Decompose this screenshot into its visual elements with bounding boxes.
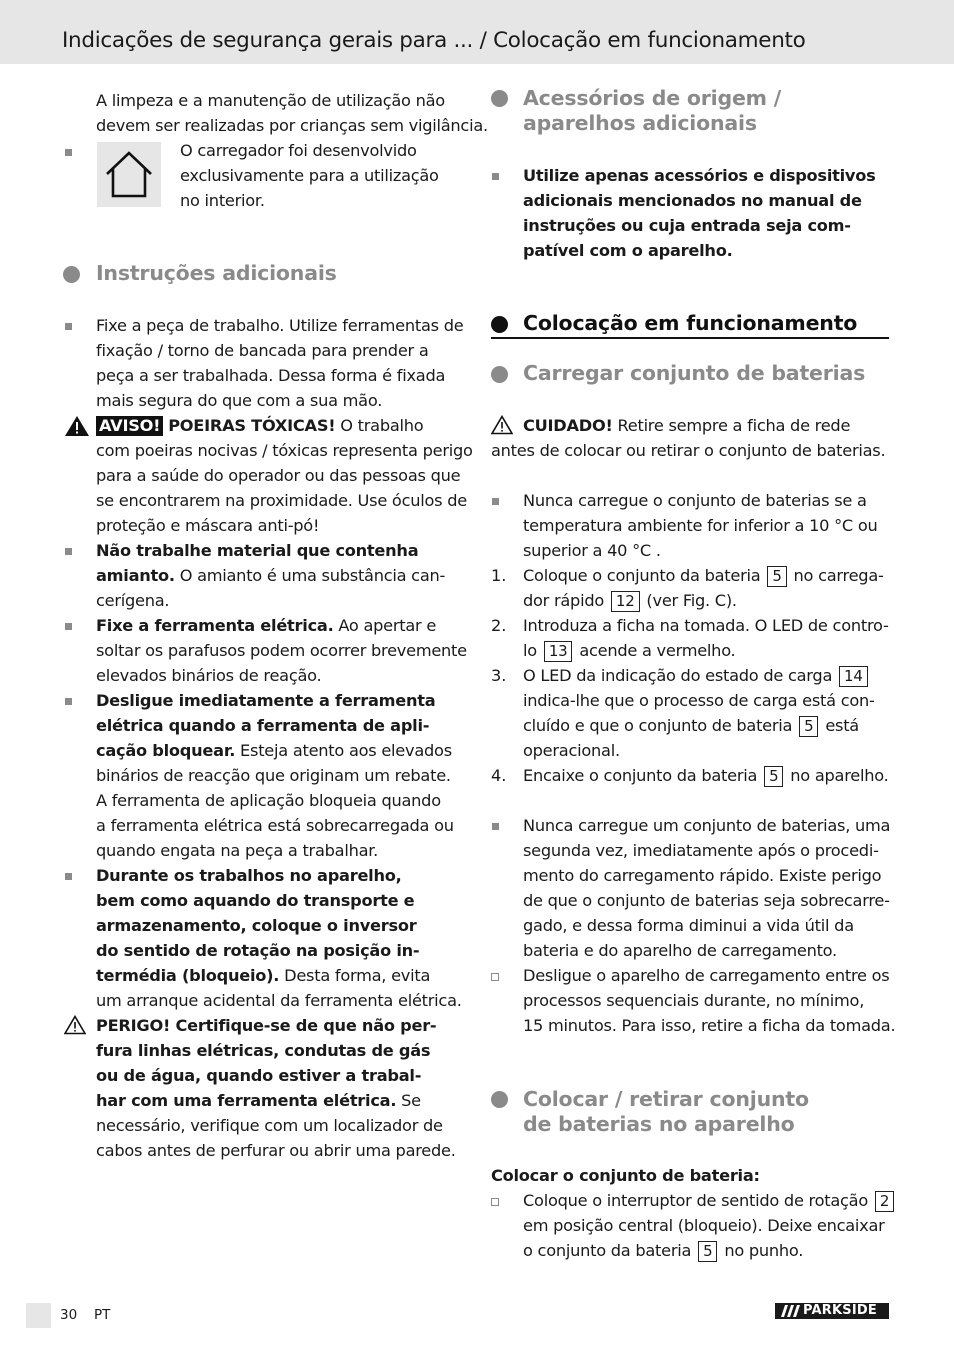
- step4-line-1: [523, 763, 889, 788]
- twice-line-5: gado, e dessa forma diminui a vida útil da: [523, 916, 854, 935]
- aviso-line-5: proteção e máscara anti-pó!: [96, 516, 320, 535]
- switchoff-line-4: binários de reacção que originam um rebate.: [96, 766, 451, 785]
- step-text: cluído e que o conjunto de bateria: [523, 716, 793, 735]
- aviso-line-2: com poeiras nocivas / tóxicas representa perigo: [96, 441, 473, 460]
- bullet-square: [65, 323, 72, 330]
- bullet-square: [65, 623, 72, 630]
- page-language: PT: [94, 1307, 111, 1323]
- step3-line-4: operacional.: [523, 741, 620, 760]
- heading-accessories-2: aparelhos adicionais: [523, 111, 757, 135]
- heading-insert-2: de baterias no aparelho: [523, 1112, 795, 1136]
- fix-line-3: peça a ser trabalhada. Dessa forma é fixada: [96, 366, 446, 385]
- step-number: 3.: [491, 666, 507, 685]
- fixtool-line-2: soltar os parafusos podem ocorrer brevemente: [96, 641, 467, 660]
- step3-line-2: indica-lhe que o processo de carga está con-: [523, 691, 875, 710]
- switchoff-line-3: [96, 738, 452, 763]
- ref-box: 5: [767, 566, 786, 587]
- step-text: o conjunto da bateria: [523, 1241, 692, 1260]
- parkside-logo: [775, 1303, 889, 1319]
- page-header: [0, 0, 954, 64]
- asbestos-rest: O amianto é uma substância can-: [174, 566, 446, 585]
- asbestos-line-3: cerígena.: [96, 591, 170, 610]
- warning-outline-icon: [491, 415, 513, 439]
- warning-outline-icon: [64, 1015, 86, 1039]
- switchoff-line-7: quando engata na peça a trabalhar.: [96, 841, 379, 860]
- cuidado-line-1: [523, 413, 850, 438]
- step-text: (ver Fig. C).: [646, 591, 737, 610]
- heading-insert-1: Colocar / retirar conjunto: [523, 1087, 809, 1111]
- aviso-line-1: [96, 413, 423, 438]
- step3-line-1: [523, 663, 870, 688]
- step-text: Coloque o interruptor de sentido de rotação: [523, 1191, 868, 1210]
- perigo-line-5: necessário, verifique com um localizador de: [96, 1116, 443, 1135]
- switchoff-line-1: Desligue imediatamente a ferramenta: [96, 691, 436, 710]
- fixtool-line-3: elevados binários de reação.: [96, 666, 322, 685]
- disconnect-line-3: 15 minutos. Para isso, retire a ficha da tomada.: [523, 1016, 896, 1035]
- disconnect-line-2: processos sequenciais durante, no mínimo,: [523, 991, 865, 1010]
- warning-filled-icon: [64, 415, 90, 441]
- twice-line-6: bateria e do aparelho de carregamento.: [523, 941, 837, 960]
- perigo-rest: Se: [396, 1091, 421, 1110]
- ref-box: 5: [799, 716, 818, 737]
- ref-box: 2: [875, 1191, 894, 1212]
- bullet-square: [492, 498, 499, 505]
- step-number: 2.: [491, 616, 507, 635]
- step3-line-3: [523, 713, 859, 738]
- ref-box: 13: [544, 641, 573, 662]
- never-line-1: Nunca carregue o conjunto de baterias se a: [523, 491, 867, 510]
- during-bold: termédia (bloqueio).: [96, 966, 280, 985]
- heading-dot: [491, 316, 508, 333]
- bullet-square: [65, 548, 72, 555]
- bullet-square: [65, 149, 72, 156]
- during-line-1: Durante os trabalhos no aparelho,: [96, 866, 402, 885]
- fixtool-line-1: [96, 613, 436, 638]
- during-line-4: do sentido de rotação na posição in-: [96, 941, 420, 960]
- step-text: no aparelho.: [790, 766, 889, 785]
- cuidado-line-2: antes de colocar ou retirar o conjunto de baterias.: [491, 441, 886, 460]
- perigo-line-3: ou de água, quando estiver a trabal-: [96, 1066, 422, 1085]
- cuidado-bold: CUIDADO!: [523, 416, 613, 435]
- indoor-line-3: no interior.: [180, 191, 265, 210]
- step-text: está: [825, 716, 859, 735]
- step-text: Coloque o conjunto da bateria: [523, 566, 761, 585]
- ref-box: 14: [839, 666, 868, 687]
- step-text: O LED da indicação do estado de carga: [523, 666, 833, 685]
- switchoff-line-6: a ferramenta elétrica está sobrecarregada ou: [96, 816, 454, 835]
- twice-line-1: Nunca carregue um conjunto de baterias, uma: [523, 816, 891, 835]
- brand-text: PARKSIDE: [803, 1303, 877, 1318]
- heading-charge: Carregar conjunto de baterias: [523, 361, 866, 385]
- acc-line-3: instruções ou cuja entrada seja com-: [523, 216, 851, 235]
- perigo-line-1: PERIGO! Certifique-se de que não per-: [96, 1016, 437, 1035]
- heading-dot: [491, 1091, 508, 1108]
- step2-line-2: [523, 638, 735, 663]
- during-line-6: um arranque acidental da ferramenta elétrica.: [96, 991, 462, 1010]
- twice-line-2: segunda vez, imediatamente após o procedi-: [523, 841, 879, 860]
- during-line-5: [96, 963, 430, 988]
- fix-line-2: fixação / torno de bancada para prender a: [96, 341, 429, 360]
- insert-label: Colocar o conjunto de bateria:: [491, 1166, 760, 1185]
- switchoff-rest: Esteja atento aos elevados: [235, 741, 452, 760]
- bullet-square: [65, 698, 72, 705]
- insert-line-2: em posição central (bloqueio). Deixe encaixar: [523, 1216, 885, 1235]
- fixtool-rest: Ao apertar e: [333, 616, 437, 635]
- cleaning-line-2: devem ser realizadas por crianças sem vigilância.: [96, 116, 488, 135]
- fix-line-1: Fixe a peça de trabalho. Utilize ferramentas de: [96, 316, 464, 335]
- heading-dot: [63, 266, 80, 283]
- asbestos-line-1: Não trabalhe material que contenha: [96, 541, 419, 560]
- step-text: lo: [523, 641, 537, 660]
- twice-line-3: mento do carregamento rápido. Existe perigo: [523, 866, 882, 885]
- indoor-line-2: exclusivamente para a utilização: [180, 166, 439, 185]
- bullet-open-square: [491, 973, 499, 981]
- ref-box: 12: [611, 591, 640, 612]
- asbestos-line-2: [96, 563, 445, 588]
- page-title: Indicações de segurança gerais para ... / Colocação em funcionamento: [62, 28, 806, 53]
- step-text: acende a vermelho.: [579, 641, 736, 660]
- bullet-square: [492, 173, 499, 180]
- heading-dot: [491, 90, 508, 107]
- step-text: no punho.: [724, 1241, 804, 1260]
- perigo-line-2: fura linhas elétricas, condutas de gás: [96, 1041, 431, 1060]
- insert-line-1: [523, 1188, 896, 1213]
- during-line-3: armazenamento, coloque o inversor: [96, 916, 417, 935]
- heading-instructions: Instruções adicionais: [96, 261, 337, 285]
- twice-line-4: de que o conjunto de baterias seja sobrecarre-: [523, 891, 890, 910]
- acc-line-1: Utilize apenas acessórios e dispositivos: [523, 166, 876, 185]
- heading-operation: Colocação em funcionamento: [523, 311, 858, 335]
- step-text: dor rápido: [523, 591, 605, 610]
- during-rest: Desta forma, evita: [279, 966, 431, 985]
- asbestos-bold: amianto.: [96, 566, 175, 585]
- switchoff-line-5: A ferramenta de aplicação bloqueia quando: [96, 791, 441, 810]
- step-text: no carrega-: [793, 566, 884, 585]
- aviso-rest: O trabalho: [335, 416, 424, 435]
- switchoff-line-2: elétrica quando a ferramenta de apli-: [96, 716, 430, 735]
- bullet-open-square: [491, 1198, 499, 1206]
- indoor-line-1: O carregador foi desenvolvido: [180, 141, 417, 160]
- bullet-square: [492, 823, 499, 830]
- cuidado-rest: Retire sempre a ficha de rede: [612, 416, 851, 435]
- step1-line-2: [523, 588, 737, 613]
- acc-line-2: adicionais mencionados no manual de: [523, 191, 862, 210]
- aviso-line-4: se encontrarem na proximidade. Use óculos de: [96, 491, 467, 510]
- step-number: 1.: [491, 566, 507, 585]
- fix-line-4: mais segura do que com a sua mão.: [96, 391, 383, 410]
- insert-line-3: [523, 1238, 803, 1263]
- perigo-bold: har com uma ferramenta elétrica.: [96, 1091, 397, 1110]
- ref-box: 5: [764, 766, 783, 787]
- heading-dot: [491, 366, 508, 383]
- step-text: Encaixe o conjunto da bateria: [523, 766, 758, 785]
- step-number: 4.: [491, 766, 507, 785]
- step1-line-1: [523, 563, 884, 588]
- never-line-3: superior a 40 °C .: [523, 541, 661, 560]
- disconnect-line-1: Desligue o aparelho de carregamento entre os: [523, 966, 890, 985]
- page-number: 30: [60, 1307, 78, 1323]
- house-icon: [97, 142, 161, 207]
- aviso-line-3: para a saúde do operador ou das pessoas que: [96, 466, 461, 485]
- heading-rule: [491, 337, 889, 339]
- footer-box: [26, 1303, 51, 1328]
- step2-line-1: Introduza a ficha na tomada. O LED de contro-: [523, 616, 889, 635]
- during-line-2: bem como aquando do transporte e: [96, 891, 415, 910]
- heading-accessories-1: Acessórios de origem /: [523, 86, 782, 110]
- perigo-line-6: cabos antes de perfurar ou abrir uma parede.: [96, 1141, 456, 1160]
- cleaning-line-1: A limpeza e a manutenção de utilização não: [96, 91, 445, 110]
- aviso-bold: POEIRAS TÓXICAS!: [168, 416, 336, 435]
- never-line-2: temperatura ambiente for inferior a 10 °C ou: [523, 516, 878, 535]
- fixtool-bold: Fixe a ferramenta elétrica.: [96, 616, 334, 635]
- perigo-line-4: [96, 1088, 421, 1113]
- aviso-badge: AVISO!: [96, 416, 163, 436]
- bullet-square: [65, 873, 72, 880]
- ref-box: 5: [698, 1241, 717, 1262]
- switchoff-bold: cação bloquear.: [96, 741, 236, 760]
- acc-line-4: patível com o aparelho.: [523, 241, 733, 260]
